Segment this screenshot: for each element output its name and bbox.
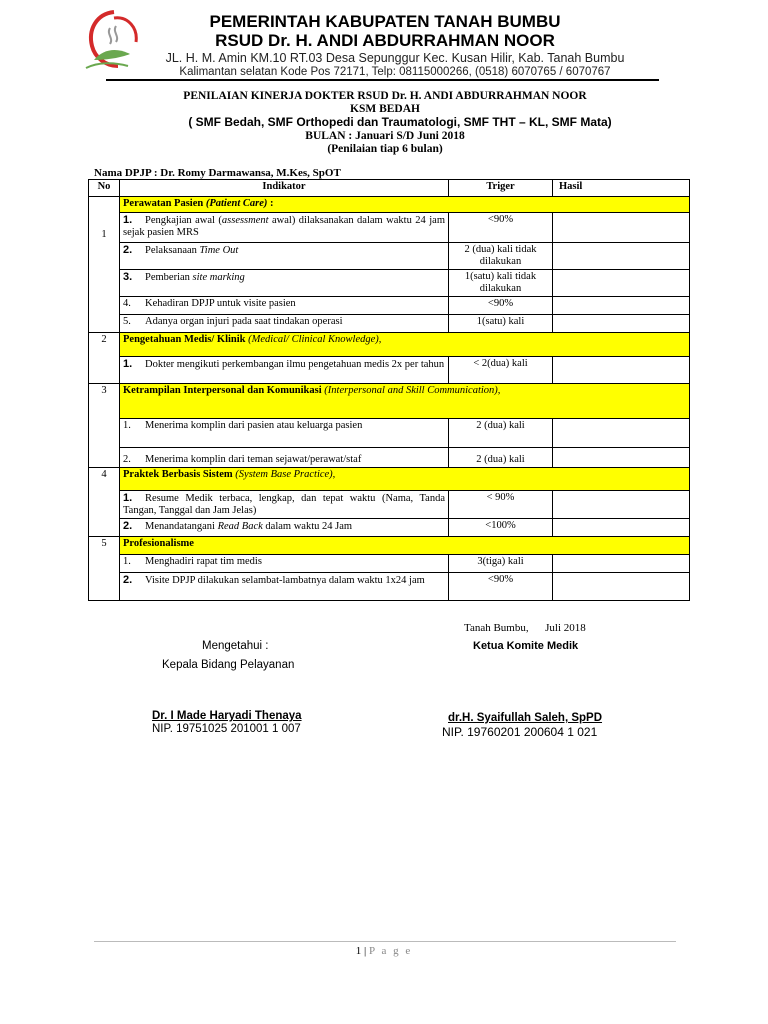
indicator-text-italic: Read Back bbox=[217, 521, 263, 532]
result-cell bbox=[553, 448, 690, 468]
section-number: 2 bbox=[89, 333, 120, 384]
indicator-number: 4. bbox=[123, 298, 131, 309]
section-title: Profesionalisme bbox=[120, 537, 690, 555]
letterhead-contact: Kalimantan selatan Kode Pos 72171, Telp: 08115000266, (0518) 6070765 / 6070767 bbox=[179, 66, 611, 78]
section-title-en: (Interpersonal and Skill Communication), bbox=[321, 385, 501, 396]
trigger-cell: < 2(dua) kali bbox=[449, 357, 553, 384]
indicator-text: Menandatangani bbox=[145, 521, 218, 532]
indicator-number: 1. bbox=[123, 556, 131, 567]
trigger-cell: <90% bbox=[449, 297, 553, 315]
table-header-row bbox=[89, 180, 690, 197]
result-cell bbox=[553, 243, 690, 270]
indicator-text: Kehadiran DPJP untuk visite pasien bbox=[145, 298, 296, 309]
doc-subtitle-smf: ( SMF Bedah, SMF Orthopedi dan Traumatologi, SMF THT – KL, SMF Mata) bbox=[188, 115, 612, 129]
table-row bbox=[89, 419, 690, 448]
result-cell bbox=[553, 213, 690, 243]
section-row bbox=[89, 333, 690, 357]
table-row bbox=[89, 270, 690, 297]
indicator-cell bbox=[120, 419, 449, 448]
indicator-text-italic: assessment bbox=[221, 215, 269, 226]
right-signer-title: Ketua Komite Medik bbox=[473, 640, 579, 652]
result-cell bbox=[553, 519, 690, 537]
section-title-en: (Patient Care) bbox=[205, 198, 268, 209]
col-header-no: No bbox=[89, 180, 120, 197]
section-number: 3 bbox=[89, 384, 120, 468]
section-title bbox=[120, 197, 690, 213]
footer-divider bbox=[94, 941, 676, 942]
indicator-number: 3. bbox=[123, 271, 133, 283]
table-row bbox=[89, 297, 690, 315]
indicator-text: dalam waktu 24 Jam bbox=[262, 521, 353, 532]
result-cell bbox=[553, 555, 690, 573]
page-number: 1 bbox=[355, 945, 362, 957]
doc-title: PENILAIAN KINERJA DOKTER RSUD Dr. H. ANDI ABDURRAHMAN NOOR bbox=[183, 90, 587, 102]
col-header-hasil: Hasil bbox=[553, 180, 690, 197]
indicator-text: Menghadiri rapat tim medis bbox=[145, 556, 262, 567]
result-cell bbox=[553, 270, 690, 297]
letterhead-government: PEMERINTAH KABUPATEN TANAH BUMBU bbox=[209, 12, 561, 31]
table-row bbox=[89, 243, 690, 270]
section-title bbox=[120, 384, 690, 419]
letterhead-divider bbox=[106, 79, 659, 81]
place-date: Tanah Bumbu, Juli 2018 bbox=[464, 622, 586, 634]
section-title-en: (System Base Practice), bbox=[232, 469, 336, 480]
result-cell bbox=[553, 419, 690, 448]
section-title-text: Pengetahuan Medis/ Klinik bbox=[123, 334, 246, 345]
indicator-text: Dokter mengikuti perkembangan ilmu pengetahuan medis 2x per tahun bbox=[145, 359, 445, 370]
indicator-cell bbox=[120, 297, 449, 315]
section-row bbox=[89, 197, 690, 213]
letterhead-hospital: RSUD Dr. H. ANDI ABDURRAHMAN NOOR bbox=[215, 31, 555, 50]
indicator-number: 2. bbox=[123, 454, 131, 465]
section-title-text: Perawatan Pasien bbox=[123, 198, 204, 209]
doc-subtitle-ksm: KSM BEDAH bbox=[350, 103, 420, 115]
result-cell bbox=[553, 357, 690, 384]
indicator-cell bbox=[120, 448, 449, 468]
indicator-cell bbox=[120, 555, 449, 573]
indicator-cell bbox=[120, 243, 449, 270]
doc-period-note: (Penilaian tiap 6 bulan) bbox=[327, 143, 443, 155]
indicator-cell bbox=[120, 491, 449, 519]
table-row bbox=[89, 357, 690, 384]
right-signer-name: dr.H. Syaifullah Saleh, SpPD bbox=[448, 712, 603, 724]
trigger-cell: 1(satu) kali tidak dilakukan bbox=[449, 270, 553, 297]
indicator-number: 2. bbox=[123, 244, 133, 256]
indicator-number: 2. bbox=[123, 574, 133, 586]
indicator-text: Visite DPJP dilakukan selambat-lambatnya dalam waktu 1x24 jam bbox=[145, 575, 425, 586]
trigger-cell: 2 (dua) kali tidak dilakukan bbox=[449, 243, 553, 270]
page-footer bbox=[0, 945, 768, 957]
section-title bbox=[120, 333, 690, 357]
table-row bbox=[89, 315, 690, 333]
table-row bbox=[89, 555, 690, 573]
page-label: P a g e bbox=[368, 945, 413, 957]
indicator-number: 2. bbox=[123, 520, 133, 532]
trigger-cell: <100% bbox=[449, 519, 553, 537]
indicator-text: Pemberian bbox=[145, 272, 193, 283]
result-cell bbox=[553, 491, 690, 519]
table-row bbox=[89, 573, 690, 601]
indicator-text-italic: site marking bbox=[192, 272, 245, 283]
trigger-cell: 3(tiga) kali bbox=[449, 555, 553, 573]
indicator-text-italic: Time Out bbox=[199, 245, 239, 256]
indicator-cell bbox=[120, 213, 449, 243]
doc-period: BULAN : Januari S/D Juni 2018 bbox=[305, 130, 465, 142]
indicator-cell bbox=[120, 270, 449, 297]
trigger-cell: <90% bbox=[449, 213, 553, 243]
table-row bbox=[89, 448, 690, 468]
dpjp-name: Nama DPJP : Dr. Romy Darmawansa, M.Kes, SpOT bbox=[94, 167, 341, 179]
result-cell bbox=[553, 297, 690, 315]
left-signer-name: Dr. I Made Haryadi Thenaya bbox=[152, 710, 302, 722]
col-header-indikator: Indikator bbox=[120, 180, 449, 197]
section-row bbox=[89, 537, 690, 555]
indicator-cell bbox=[120, 357, 449, 384]
indicator-cell bbox=[120, 519, 449, 537]
letterhead-address: JL. H. M. Amin KM.10 RT.03 Desa Sepunggur Kec. Kusan Hilir, Kab. Tanah Bumbu bbox=[165, 51, 625, 65]
section-row bbox=[89, 468, 690, 491]
section-title-text: Praktek Berbasis Sistem bbox=[123, 469, 233, 480]
indicator-cell bbox=[120, 315, 449, 333]
trigger-cell: < 90% bbox=[449, 491, 553, 519]
section-number: 4 bbox=[89, 468, 120, 537]
indicator-text: Adanya organ injuri pada saat tindakan operasi bbox=[145, 316, 343, 327]
indicator-number: 1. bbox=[123, 214, 133, 226]
indicator-number: 1. bbox=[123, 492, 133, 504]
indicator-text: Pengkajian awal ( bbox=[145, 215, 222, 226]
left-signer-label: Mengetahui : bbox=[202, 640, 269, 652]
indicator-cell bbox=[120, 573, 449, 601]
result-cell bbox=[553, 573, 690, 601]
section-number: 5 bbox=[89, 537, 120, 601]
trigger-cell: 2 (dua) kali bbox=[449, 448, 553, 468]
indicator-text: Menerima komplin dari teman sejawat/perawat/staf bbox=[145, 454, 362, 465]
col-header-triger: Triger bbox=[449, 180, 553, 197]
trigger-cell: <90% bbox=[449, 573, 553, 601]
section-title bbox=[120, 468, 690, 491]
table-row bbox=[89, 491, 690, 519]
section-title-en: (Medical/ Clinical Knowledge), bbox=[245, 334, 382, 345]
section-title-suffix: : bbox=[267, 198, 274, 209]
indicator-number: 5. bbox=[123, 316, 131, 327]
section-row bbox=[89, 384, 690, 419]
indicator-text: Pelaksanaan bbox=[145, 245, 200, 256]
kpi-table bbox=[88, 179, 690, 601]
table-row bbox=[89, 213, 690, 243]
table-row bbox=[89, 519, 690, 537]
indicator-text: Resume Medik terbaca, lengkap, dan tepat waktu (Nama, Tanda Tangan, Tanggal dan Jam Jelas) bbox=[123, 493, 445, 516]
section-title-text: Ketrampilan Interpersonal dan Komunikasi bbox=[123, 385, 322, 396]
result-cell bbox=[553, 315, 690, 333]
right-signer-nip: NIP. 19760201 200604 1 021 bbox=[442, 725, 598, 739]
left-signer-title: Kepala Bidang Pelayanan bbox=[162, 659, 295, 671]
left-signer-nip: NIP. 19751025 201001 1 007 bbox=[152, 723, 301, 735]
section-number: 1 bbox=[89, 197, 120, 333]
indicator-number: 1. bbox=[123, 420, 131, 431]
indicator-text: awal) dilaksanakan dalam waktu 24 jam sejak pasien MRS bbox=[123, 215, 445, 238]
trigger-cell: 1(satu) kali bbox=[449, 315, 553, 333]
indicator-number: 1. bbox=[123, 358, 133, 370]
indicator-text: Menerima komplin dari pasien atau keluarga pasien bbox=[145, 420, 363, 431]
trigger-cell: 2 (dua) kali bbox=[449, 419, 553, 448]
page-separator: | bbox=[361, 945, 369, 957]
